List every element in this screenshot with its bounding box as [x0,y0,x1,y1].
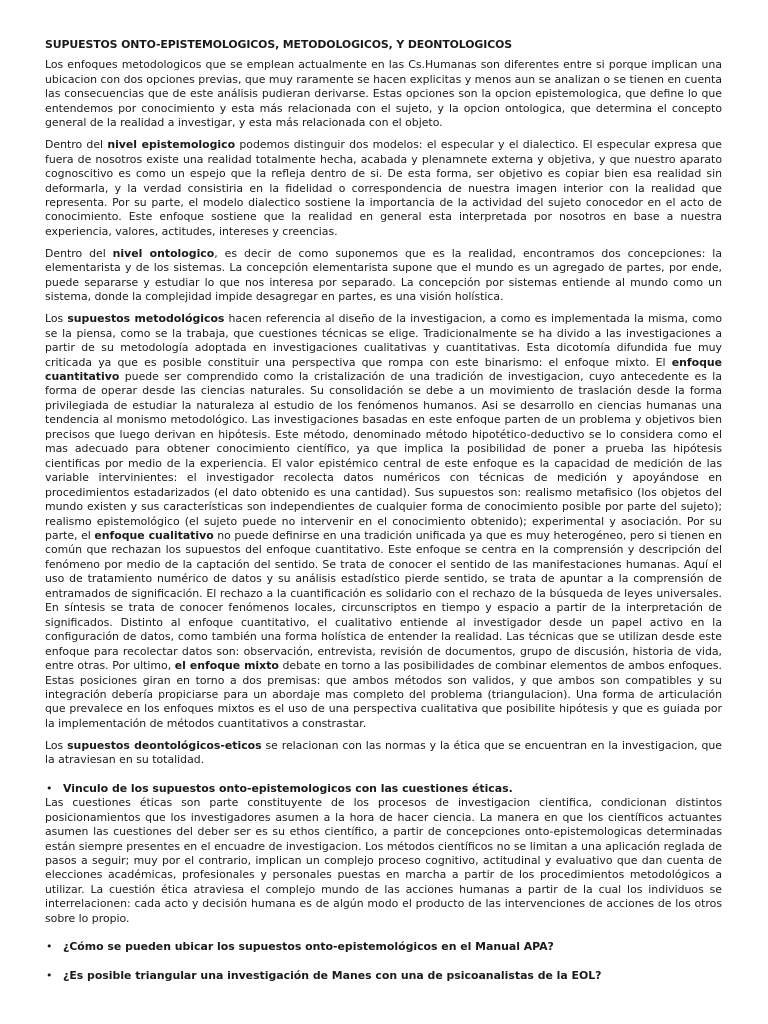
bullet-marker: • [46,940,53,954]
text-run: podemos distinguir dos modelos: el especular y el dialectico. El especular expresa que fuera de nosotros existe una realidad totalmente hecha, acabada y plenamnete externa y objetiva, y que nuestro aparato cognoscitivo es como un espejo que la refleja dentro de si. De esta forma, ser objetivo es copiar bien esa realidad sin deformarla, y la verdad consistiria en la fidelidad o correspondencia de nuestra imagen interior con la realidad que representa. Por su parte, el modelo dialectico sostiene la importancia de la actividad del sujeto conocedor en el acto de conocimiento. Este enfoque sostiene que la realidad en general esta interpretada por nosotros en base a nuestra experiencia, valores, actitudes, intereses y creencias. [45,138,722,238]
question-item [45,969,722,983]
document-title: SUPUESTOS ONTO-EPISTEMOLOGICOS, METODOLOGICOS, Y DEONTOLOGICOS [45,38,512,51]
question-text: ¿Cómo se pueden ubicar los supuestos onto-epistemológicos en el Manual APA? [63,940,554,954]
bold-term-nivel-epistemologico: nivel epistemologico [107,138,236,152]
question-item [45,940,722,954]
text-run: hacen referencia al diseño de la investigacion, a como es implementada la misma, como se la piensa, como se la trabaja, que cuestiones técnicas se elige. Tradicionalmente se ha divido a las investigaciones a partir de su metodología adoptada en investigaciones cualitativas y cuantitativas. Esta dicotomía difundida fue muy criticada ya que es posible constituir una perspectiva que rompa con este binarismo: el enfoque mixto. El [45,312,722,369]
text-run: no puede definirse en una tradición unificada ya que es muy heterogéneo, pero si tienen en común que rechazan los supuestos del enfoque cuantitativo. Este enfoque se centra en la comprensión y descripción del fenómeno por medio de la captación del sentido. Se trata de conocer el sentido de las manifestaciones humanas. Aquí el uso de tratamiento numérico de datos y su análisis estadístico pierde sentido, se trata de apuntar a la comprensión de entramados de significación. El rechazo a la cuantificación es solidario con el rechazo de la búsqueda de leyes universales. En síntesis se trata de conocer fenómenos locales, circunscriptos en tiempo y espacio a partir de la interpretación de significados. Distinto al enfoque cuantitativo, el cualitativo entiende al investigador desde un papel activo en la configuración de datos, como también una forma holística de entender la realidad. Las técnicas que se utilizan desde este enfoque para recolectar datos son: observación, entrevista, revisión de documentos, grupo de discusión, historia de vida, entre otras. Por ultimo, [45,529,722,673]
question-text: ¿Es posible triangular una investigación de Manes con una de psicoanalistas de la EOL? [63,968,602,982]
paragraph-epistemologico [45,138,722,239]
paragraph-ontologico [45,247,722,305]
bullet-marker: • [46,781,53,795]
document-page [45,38,722,983]
text-run: se relacionan con las normas y la ética que se encuentran en la investigacion, que la atraviesan en su totalidad. [45,738,722,767]
text-run: Los [45,738,68,752]
text-run: Dentro del [45,138,108,152]
paragraph-intro: Los enfoques metodologicos que se emplean actualmente en las Cs.Humanas son diferentes entre si porque implican una ubicacion con dos opciones previas, que muy raramente se hacen explicitas y menos aun se analizan o se tienen en cuenta las consecuencias que de este análisis pudieran derivarse. Estas opciones son la opcion epistemologica, que define lo que entendemos por conocimiento y esta más relacionada con el sujeto, y la opcion ontologica, que determina el concepto general de la realidad a investigar, y esta más relacionada con el objeto. [45,58,722,130]
paragraph-metodologicos [45,312,722,731]
text-run: debate en torno a las posibilidades de combinar elementos de ambos enfoques. Estas posiciones giran en torno a dos premisas: que ambos métodos son validos, y que ambos son compatibles y su integración debería propiciarse para un abordaje mas completo del problema (triangulacion). Una forma de articulación que prevalece en los enfoques mixtos es el uso de una perspectiva cualitativa que posibilite hipótesis y que es guiada por la implementación de métodos cuantitativos a constrastar. [45,659,723,730]
bold-term-enfoque-cuantitativo: enfoque cuantitativo [45,355,722,384]
text-run: puede ser comprendido como la cristalización de una tradición de investigacion, cuyo antecedente es la forma de operar desde las ciencias naturales. Su consolidación se debe a un movimiento de traslación desde la forma privilegiada de estudiar la naturaleza al estudio de los fenómenos humanos. Asi se desarrollo en ciencias humanas una tendencia al monismo metodológico. Las investigaciones basadas en este enfoque parten de un problema y objetivos bien precisos que luego derivan en hipótesis. Este método, denominado método hipotético-deductivo se lo considera como el mas adecuado para obtener conocimiento científico, ya que implica la posibilidad de poner a prueba las hipótesis cientificas por medio de la experiencia. El valor epistémico central de este enfoque es la capacidad de medición de las variable intervinientes: el investigador recolecta datos numéricos con técnicas de medición y apoyándose en procedimientos estadarizados (el dato obtenido es una cantidad). Sus supuestos son: realismo metafisico (los objetos del mundo existen y sus características son independientes de cualquier forma de conocimiento posible por parte del sujeto); realismo epistemológico (el sujeto puede no intervenir en el conocimiento obtenido); experimental y asociación. Por su parte, el [45,370,722,542]
paragraph-deontologicos [45,739,722,768]
text-run: Dentro del [45,246,113,260]
text-run: Los [45,312,68,326]
bold-term-supuestos-deontologicos: supuestos deontológicos-eticos [67,738,262,752]
bold-term-supuestos-metodologicos: supuestos metodológicos [67,312,225,326]
section-heading-vinculo [45,782,722,796]
bold-term-enfoque-mixto: el enfoque mixto [174,659,279,673]
text-run: , es decir de como suponemos que es la realidad, encontramos dos concepciones: la elementarista y de los sistemas. La concepción elementarista supone que el mundo es un agregado de partes, por ende, puede separarse y estudiar lo que nos interesa por separado. La concepción por sistemas entiende al mundo como un sistema, donde la complejidad impide desagregar en partes, es una visión holística. [45,246,722,304]
section-heading-text: Vinculo de los supuestos onto-epistemologicos con las cuestiones éticas. [63,781,513,795]
paragraph-vinculo: Las cuestiones éticas son parte constituyente de los procesos de investigacion cientifica, condicionan distintos posicionamientos que los investigadores asumen a la hora de hacer ciencia. La manera en que los científicos actuantes asumen las cuestiones del deber ser es su ethos científico, a partir de concepciones onto-epistemologicas determinadas están siempre presentes en el encuadre de investigacion. Los métodos científicos no se limitan a una aplicación reglada de pasos a seguir; muy por el contrario, implican un complejo proceso cognitivo, actitudinal y evaluativo que dan cuenta de elecciones académicas, profesionales y personales puestas en marcha a partir de los procedimientos metodológicos a utilizar. La cuestión ética atraviesa el complejo mundo de las acciones humanas a partir de la cual los individuos se interrelacionen: cada acto y decisión humana es de algún modo el producto de las intervenciones de acciones de los otros sobre lo propio. [45,796,722,925]
bold-term-nivel-ontologico: nivel ontologico [112,246,215,260]
bullet-marker: • [46,968,53,982]
bold-term-enfoque-cualitativo: enfoque cualitativo [94,529,214,542]
